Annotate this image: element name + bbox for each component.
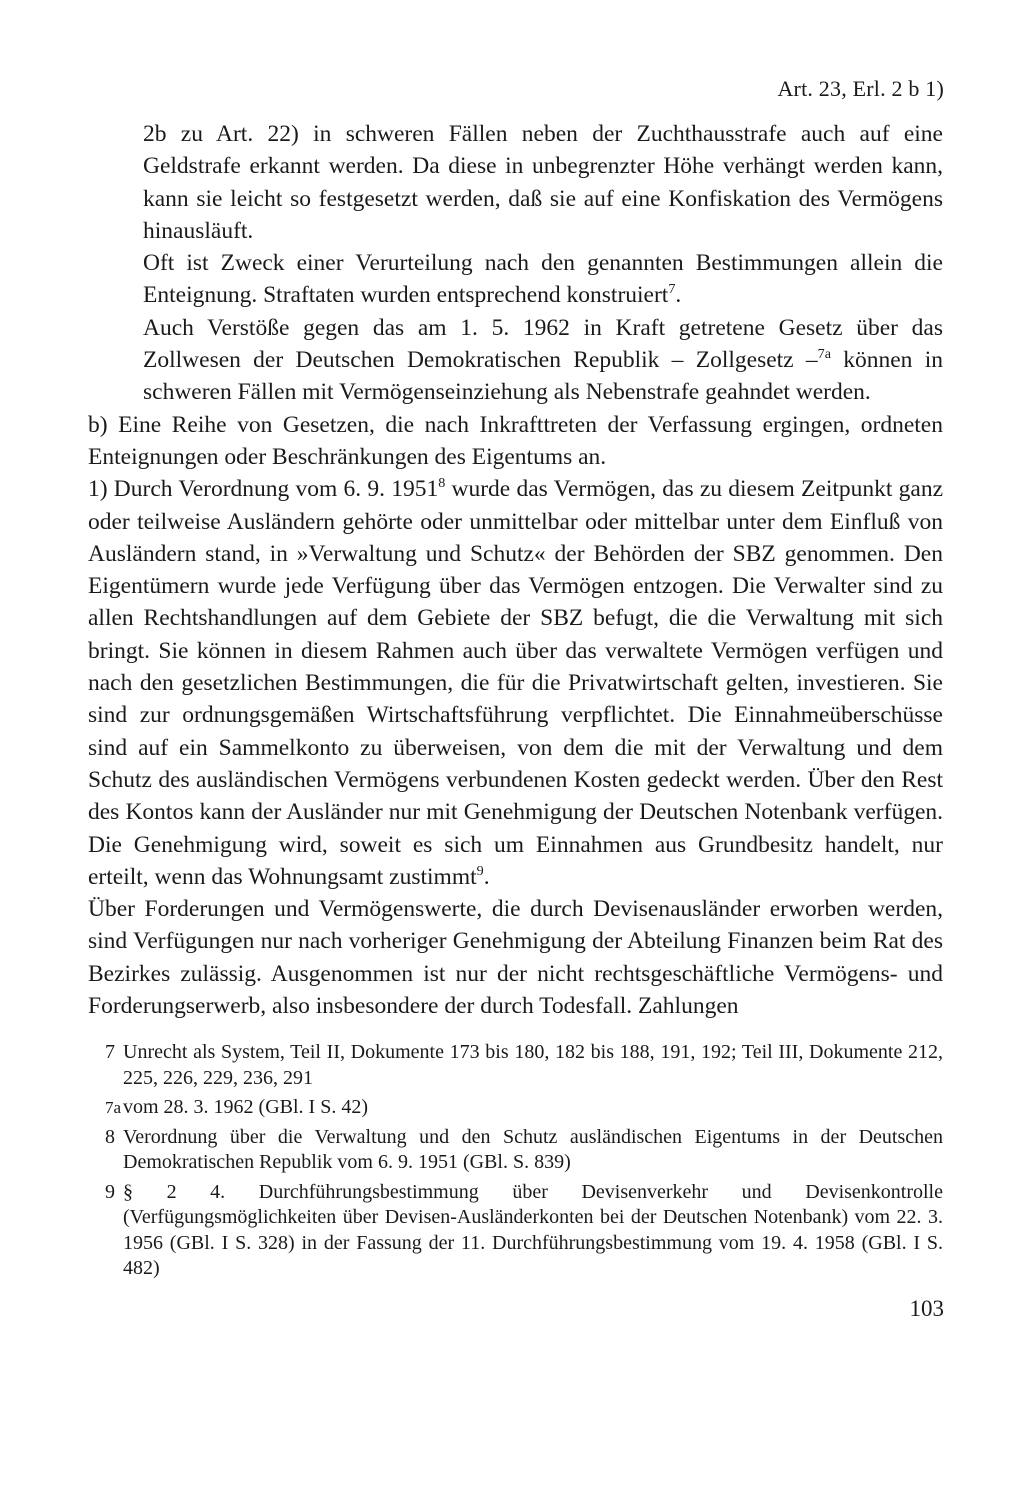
footnote-number: 9 [105,1180,115,1203]
footnote [105,1040,943,1091]
footnote [105,1125,943,1176]
footnote-number: 7 [105,1041,115,1063]
footnote-text: Unrecht als System, Teil II, Dokumente 173 bis 180, 182 bis 188, 191, 192; Teil III, Dokumente 212, 225, 226, 229, 236, 291 [123,1041,943,1089]
footnote [105,1180,943,1282]
footnote-text: Verordnung über die Verwaltung und den Schutz ausländischen Eigentums in der Deutschen Demokratischen Republik vom 6. 9. 1951 (GBl. S. 839) [123,1125,943,1173]
footnote-text: vom 28. 3. 1962 (GBl. I S. 42) [123,1096,368,1118]
footnote-ref: 7a [817,346,831,363]
page-number: 103 [909,1296,944,1321]
footnote-text: § 2 4. Durchführungsbestimmung über Devisenverkehr und Devisenkontrolle (Verfügungsmöglichkeiten über Devisen-Ausländerkonten bei der Deutschen Notenbank) vom 22. 3. 1956 (GBl. I S. 328) in der Fassung der 11. Durchführungsbestimmung vom 19. 4. 1958 (GBl. I S. 482) [123,1180,943,1279]
paragraph-text: können in schweren Fällen mit Vermögenseinziehung als Nebenstrafe geahndet werden. [143,347,944,406]
paragraph [88,312,943,409]
paragraph [88,409,943,474]
footnote-ref: 9 [476,863,484,879]
footnote-number: 8 [105,1125,115,1148]
paragraph-text: . [675,282,682,309]
footnote-number [105,1095,123,1121]
footnotes [105,1040,943,1286]
paragraph-text: Oft ist Zweck einer Verurteilung nach den genannten Bestimmungen allein die Enteignung. Straftaten wurden entsprechend konstruiert [143,250,943,309]
paragraph-text: Über Forderungen und Vermögenswerte, die durch Devisenausländer erworben werden, sind Verfügungen nur nach vorheriger Genehmigung der Abteilung Finanzen beim Rat des Bezirkes zulässig. Ausgenommen ist nur der nicht rechtsgeschäftliche Vermögens- und Forderungserwerb, also insbesondere der durch Todesfall. Zahlungen [88,896,943,1020]
paragraph-text: Auch Verstöße gegen das am 1. 5. 1962 in Kraft getretene Gesetz über das Zollwesen der Deutschen Demokratischen Republik – Zollgesetz – [143,314,943,374]
paragraph-text: 1) Durch Verordnung vom 6. 9. 1951 [88,476,439,503]
paragraph-text: b) Eine Reihe von Gesetzen, die nach Inkrafttreten der Verfassung ergingen, ordneten Enteignungen oder Beschränkungen des Eigentums an. [88,411,943,470]
footnote-ref: 7 [668,281,676,298]
footnote [105,1095,943,1121]
body-text [88,118,943,1022]
running-head: Art. 23, Erl. 2 b 1) [777,76,944,101]
paragraph [88,473,943,893]
paragraph-text: . [483,863,490,890]
paragraph-text: 2b zu Art. 22) in schweren Fällen neben der Zuchthausstrafe auch auf eine Geldstrafe erkannt werden. Da diese in unbegrenzter Höhe verhängt werden kann, kann sie leicht so festgesetzt werden, daß sie auf eine Konfiskation des Vermögens hinausläuft. [143,121,943,244]
paragraph [88,247,943,312]
footnote-number-text: 7a [105,1098,122,1117]
footnote-ref: 8 [438,475,446,492]
paragraph-text: wurde das Vermögen, das zu diesem Zeitpunkt ganz oder teilweise Ausländern gehörte oder unmittelbar oder mittelbar unter dem Einfluß von Ausländern stand, in »Verwaltung und Schutz« der Behörden der SBZ genommen. Den Eigentümern wurde jede Verfügung über das Vermögen entzogen. Die Verwalter sind zu allen Rechtshandlungen auf dem Gebiete der SBZ befugt, die die Verwaltung mit sich bringt. Sie können in diesem Rahmen auch über das verwaltete Vermögen verfügen und nach den gesetzlichen Bestimmungen, die für die Privatwirtschaft gelten, investieren. Sie sind zur ordnungsgemäßen Wirtschaftsführung verpflichtet. Die Einnahmeüberschüsse sind auf ein Sammelkonto zu überweisen, von dem die mit der Verwaltung und dem Schutz des ausländischen Vermögens verbundenen Kosten gedeckt werden. Über den Rest des Kontos kann der Ausländer nur mit Genehmigung der Deutschen Notenbank verfügen. Die Genehmigung wird, soweit es sich um Einnahmen aus Grundbesitz handelt, nur erteilt, wenn das Wohnungsamt zustimmt [88,476,944,890]
paragraph [88,118,943,247]
paragraph [88,893,943,1022]
